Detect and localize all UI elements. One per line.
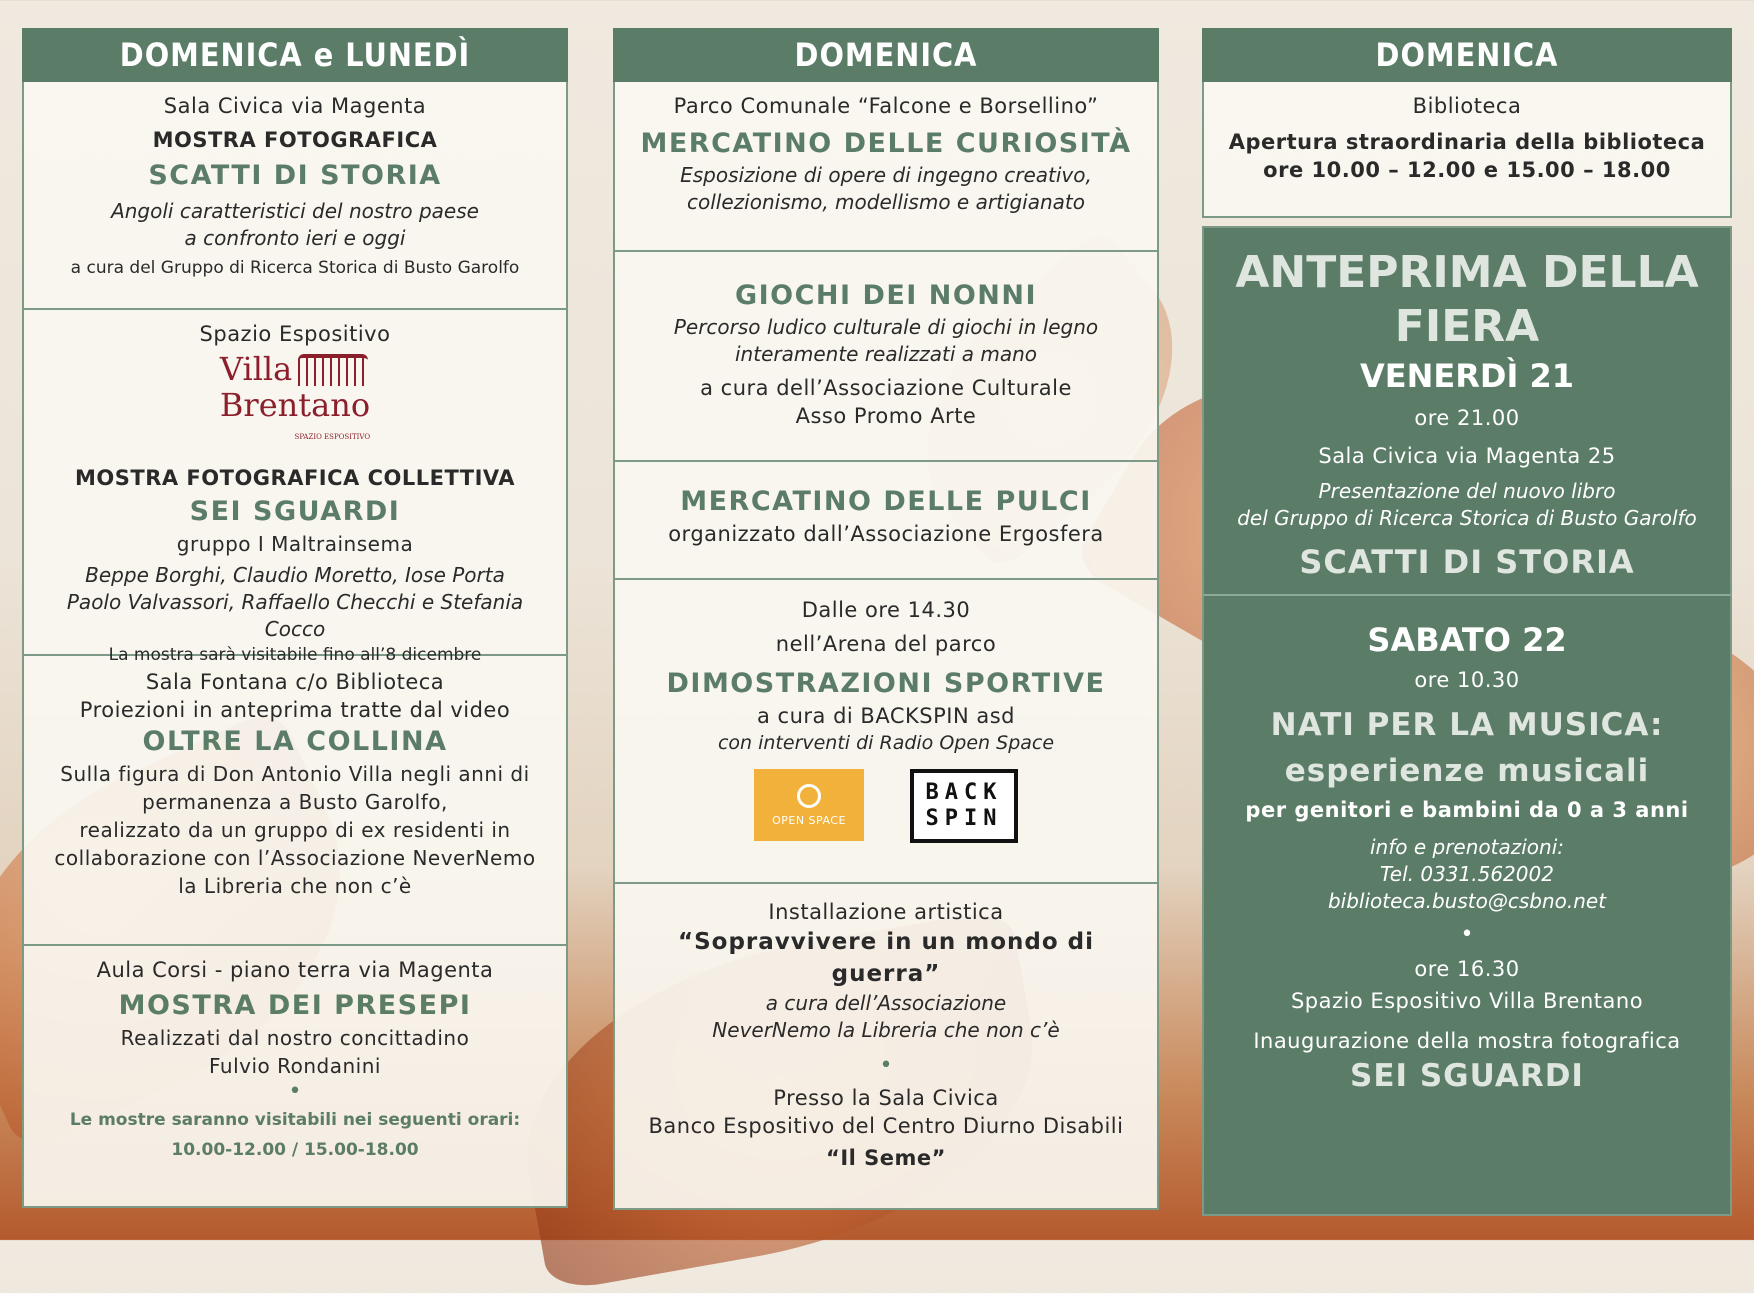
event-place: Sala Fontana c/o Biblioteca [145, 670, 445, 694]
event-credit: a cura dell’Associazione Culturale [700, 376, 1072, 400]
open-space-logo [754, 769, 864, 841]
event-target: per genitori e bambini da 0 a 3 anni [1245, 798, 1689, 822]
event-title: OLTRE LA COLLINA [142, 726, 448, 757]
event-credit: a cura dell’Associazione [765, 991, 1007, 1015]
event-place: Spazio Espositivo [199, 322, 391, 346]
event-giochi-dei-nonni [615, 250, 1157, 460]
info-email[interactable]: biblioteca.busto@csbno.net [1327, 889, 1607, 913]
logo-text: BACK [925, 780, 1003, 805]
event-place: Aula Corsi - piano terra via Magenta [96, 958, 494, 982]
event-type: MOSTRA FOTOGRAFICA COLLETTIVA [75, 466, 515, 490]
event-names: Paolo Valvassori, Raffaello Checchi e Stefania Cocco [66, 590, 524, 641]
preview-desc: Presentazione del nuovo libro [1318, 479, 1616, 503]
event-desc: permanenza a Busto Garolfo, [142, 790, 448, 814]
event-credit: NeverNemo la Libreria che non c’è [712, 1018, 1060, 1042]
event-type: MOSTRA FOTOGRAFICA [152, 128, 438, 152]
hours-label: Le mostre saranno visitabili nei seguenti orari: [69, 1110, 521, 1130]
event-desc: la Libreria che non c’è [178, 874, 412, 898]
backspin-logo [910, 769, 1018, 843]
event-title: SEI SGUARDI [189, 496, 401, 527]
event-mercatino-pulci [615, 460, 1157, 578]
info-label: info e prenotazioni: [1369, 835, 1565, 859]
event-place: Parco Comunale “Falcone e Borsellino” [673, 94, 1099, 118]
event-note: La mostra sarà visitabile fino all’8 dicembre [108, 645, 482, 665]
event-oltre-la-collina [24, 654, 566, 944]
event-place: Biblioteca [1412, 94, 1522, 118]
event-names: Beppe Borghi, Claudio Moretto, Iose Porta [85, 563, 505, 587]
event-dimostrazioni-sportive [615, 578, 1157, 882]
event-line: Installazione artistica [768, 900, 1004, 924]
event-desc: collezionismo, modellismo e artigianato [687, 190, 1085, 214]
separator-dot: • [1460, 922, 1474, 947]
event-group: gruppo I Maltrainsema [176, 532, 414, 556]
event-title: SCATTI DI STORIA [148, 160, 442, 191]
event-desc: Inaugurazione della mostra fotografica [1253, 1029, 1681, 1053]
event-desc: organizzato dall’Associazione Ergosfera [668, 522, 1104, 546]
event-title: MERCATINO DELLE CURIOSITÀ [640, 128, 1132, 159]
event-title: SEI SGUARDI [1350, 1058, 1584, 1094]
event-time: ore 16.30 [1414, 957, 1520, 981]
event-desc: Fulvio Rondanini [209, 1054, 381, 1078]
column-header: DOMENICA [613, 28, 1159, 82]
event-place: Sala Civica via Magenta [163, 94, 427, 118]
separator-dot: • [288, 1079, 302, 1104]
column-header: DOMENICA [1202, 28, 1732, 82]
saturday-box [1202, 594, 1732, 1216]
event-desc: collaborazione con l’Associazione NeverNemo [54, 846, 536, 870]
event-credit: con interventi di Radio Open Space [717, 732, 1055, 754]
event-place: Presso la Sala Civica [773, 1086, 999, 1110]
event-installazione-artistica [615, 882, 1157, 1208]
column-sunday-monday [22, 28, 568, 1208]
logo-text-brentano: Brentano [219, 386, 371, 424]
event-credit: a cura del Gruppo di Ricerca Storica di Busto Garolfo [70, 258, 520, 278]
event-title: GIOCHI DEI NONNI [734, 280, 1038, 311]
column-sunday-park [613, 28, 1159, 1210]
saturday-day: SABATO 22 [1367, 621, 1567, 659]
villa-brentano-logo [219, 350, 371, 452]
event-mercatino-curiosita [615, 82, 1157, 250]
event-line: Proiezioni in anteprima tratte dal video [79, 698, 511, 722]
logo-text: SPIN [925, 806, 1003, 831]
event-time: Dalle ore 14.30 [801, 598, 971, 622]
event-credit: a cura di BACKSPIN asd [757, 704, 1015, 728]
radio-icon [797, 784, 821, 808]
preview-box [1202, 226, 1732, 594]
event-credit: Asso Promo Arte [795, 404, 977, 428]
events-box [22, 82, 568, 1208]
preview-day: VENERDÌ 21 [1359, 357, 1575, 395]
event-desc: Realizzati dal nostro concittadino [120, 1026, 470, 1050]
arches-icon [298, 354, 368, 386]
event-scatti-di-storia [24, 82, 566, 308]
column-header: DOMENICA e LUNEDÌ [22, 28, 568, 82]
event-hours: ore 10.00 – 12.00 e 15.00 – 18.00 [1263, 158, 1671, 182]
event-subtitle: esperienze musicali [1284, 753, 1650, 789]
logo-tagline: SPAZIO ESPOSITIVO [294, 433, 371, 441]
preview-book-title: SCATTI DI STORIA [1299, 543, 1635, 581]
preview-title: ANTEPRIMA DELLA FIERA [1235, 247, 1699, 352]
column-library-preview [1202, 28, 1732, 1216]
event-title: NATI PER LA MUSICA: [1270, 707, 1664, 743]
event-desc: interamente realizzati a mano [735, 342, 1037, 366]
event-line: Banco Espositivo del Centro Diurno Disabili [648, 1114, 1124, 1138]
preview-desc: del Gruppo di Ricerca Storica di Busto Garolfo [1237, 506, 1697, 530]
events-box [1202, 82, 1732, 218]
event-place: nell’Arena del parco [775, 632, 997, 656]
event-mostra-dei-presepi [24, 944, 566, 1206]
logo-text: OPEN SPACE [772, 813, 846, 827]
event-title: MERCATINO DELLE PULCI [680, 486, 1092, 517]
event-title: DIMOSTRAZIONI SPORTIVE [666, 668, 1106, 699]
event-title: “Il Seme” [826, 1146, 946, 1170]
event-desc: Apertura straordinaria della biblioteca [1228, 130, 1706, 154]
event-desc: realizzato da un gruppo di ex residenti in [79, 818, 511, 842]
event-desc: Angoli caratteristici del nostro paese [111, 199, 479, 223]
event-title: “Sopravvivere in un mondo di guerra” [677, 929, 1094, 987]
logo-text-villa: Villa [219, 350, 293, 388]
info-phone: Tel. 0331.562002 [1380, 862, 1554, 886]
event-title: MOSTRA DEI PRESEPI [118, 990, 472, 1021]
event-desc: a confronto ieri e oggi [184, 226, 406, 250]
event-place: Spazio Espositivo Villa Brentano [1290, 989, 1644, 1013]
event-desc: Esposizione di opere di ingegno creativo, [680, 163, 1092, 187]
event-sei-sguardi [24, 308, 566, 665]
event-biblioteca [1204, 82, 1730, 216]
events-box [613, 82, 1159, 1210]
event-desc: Percorso ludico culturale di giochi in legno [673, 315, 1099, 339]
event-desc: Sulla figura di Don Antonio Villa negli anni di [60, 762, 530, 786]
preview-place: Sala Civica via Magenta 25 [1318, 444, 1616, 468]
preview-time: ore 21.00 [1414, 406, 1520, 430]
event-time: ore 10.30 [1414, 668, 1520, 692]
separator-dot: • [879, 1053, 893, 1078]
hours-value: 10.00-12.00 / 15.00-18.00 [171, 1140, 419, 1160]
sponsor-logos [625, 769, 1147, 843]
